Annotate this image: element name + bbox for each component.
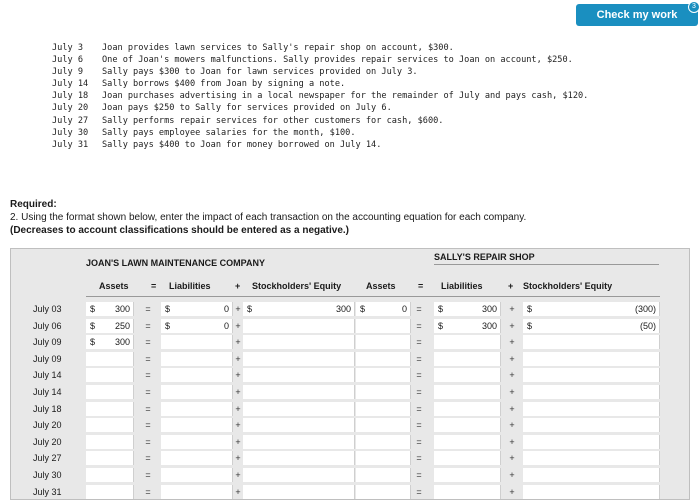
row-date: July 14 xyxy=(33,370,62,381)
joan-equity-input[interactable] xyxy=(243,485,355,499)
joan-plus-header: + xyxy=(235,281,241,291)
sally-liabilities-input[interactable] xyxy=(434,352,501,366)
plus-sign: + xyxy=(509,370,515,381)
joan-assets-input[interactable] xyxy=(86,368,134,382)
sally-equity-input[interactable] xyxy=(523,352,660,366)
row-date: July 06 xyxy=(33,320,62,331)
equals-sign: = xyxy=(145,470,151,480)
row-date: July 18 xyxy=(33,403,62,414)
sally-liabilities-input[interactable] xyxy=(434,368,501,382)
plus-sign: + xyxy=(509,320,515,331)
cell-value: 300 xyxy=(114,337,130,348)
equals-sign: = xyxy=(145,403,151,414)
dollar-sign: $ xyxy=(527,304,533,314)
equals-sign: = xyxy=(416,470,422,480)
sally-liabilities-input[interactable] xyxy=(434,319,501,333)
equals-sign: = xyxy=(416,453,422,464)
sally-equity-input[interactable] xyxy=(523,402,660,416)
transaction-item xyxy=(52,66,588,78)
cell-value: 0 xyxy=(223,304,229,314)
equals-sign: = xyxy=(416,436,422,447)
transaction-date: July 30 xyxy=(52,127,89,138)
equals-sign: = xyxy=(145,436,151,447)
sally-liabilities-input[interactable] xyxy=(434,485,501,499)
joan-equity-input[interactable] xyxy=(243,319,355,333)
sally-assets-input[interactable] xyxy=(356,352,411,366)
plus-sign: + xyxy=(509,337,515,348)
cell-value: 300 xyxy=(114,304,130,314)
sally-equity-input[interactable] xyxy=(523,335,660,349)
sally-assets-input[interactable] xyxy=(356,485,411,499)
required-instruction: 2. Using the format shown below, enter the impact of each transaction on the accounting equation for each company. xyxy=(10,212,527,223)
table-row xyxy=(11,351,691,367)
sally-assets-input[interactable] xyxy=(356,385,411,399)
joan-liabilities-input[interactable] xyxy=(161,485,233,499)
required-note: (Decreases to account classifications should be entered as a negative.) xyxy=(10,225,350,236)
cell-value: 300 xyxy=(335,304,351,314)
plus-sign: + xyxy=(235,337,241,348)
row-date: July 30 xyxy=(33,470,62,480)
sally-equity-input[interactable] xyxy=(523,418,660,432)
transaction-date: July 31 xyxy=(52,139,89,150)
row-date: July 09 xyxy=(33,353,62,364)
row-date: July 14 xyxy=(33,387,62,397)
transaction-text: Sally pays $300 to Joan for lawn services provided on July 3. xyxy=(102,67,418,78)
sally-equity-input[interactable] xyxy=(523,485,660,499)
sally-equity-input[interactable] xyxy=(523,435,660,449)
transaction-text: Joan purchases advertising in a local newspaper for the remainder of July and pays cash, $120. xyxy=(102,91,589,102)
sally-equity-input[interactable] xyxy=(523,451,660,465)
joan-equity-input[interactable] xyxy=(243,468,355,482)
row-date: July 20 xyxy=(33,436,62,447)
equals-sign: = xyxy=(416,353,422,364)
sally-assets-input[interactable] xyxy=(356,418,411,432)
equals-sign: = xyxy=(145,486,151,497)
row-date: July 20 xyxy=(33,420,62,431)
equals-sign: = xyxy=(416,403,422,414)
transaction-text: Sally borrows $400 from Joan by signing a note. xyxy=(102,79,346,90)
transaction-item xyxy=(52,139,588,151)
transaction-item xyxy=(52,127,588,139)
sally-equity-input[interactable] xyxy=(523,368,660,382)
sally-liabilities-header: Liabilities xyxy=(441,281,483,291)
dollar-sign: $ xyxy=(247,304,253,314)
table-row xyxy=(11,417,691,433)
equals-sign: = xyxy=(416,420,422,431)
joan-liabilities-input[interactable] xyxy=(161,402,233,416)
sally-liabilities-input[interactable] xyxy=(434,468,501,482)
sally-liabilities-input[interactable] xyxy=(434,451,501,465)
plus-sign: + xyxy=(509,486,515,497)
joan-company-title: JOAN'S LAWN MAINTENANCE COMPANY xyxy=(86,258,265,268)
table-row xyxy=(11,467,691,483)
plus-sign: + xyxy=(509,387,515,397)
transaction-date: July 14 xyxy=(52,79,89,90)
joan-assets-input[interactable] xyxy=(86,418,134,432)
cell-value: 300 xyxy=(481,320,497,331)
sally-company-title: SALLY'S REPAIR SHOP xyxy=(434,252,535,262)
equals-sign: = xyxy=(145,387,151,397)
joan-equity-input[interactable] xyxy=(243,352,355,366)
row-date: July 27 xyxy=(33,453,62,464)
equals-sign: = xyxy=(416,387,422,397)
table-row xyxy=(11,367,691,383)
table-row xyxy=(11,384,691,400)
required-heading: Required: xyxy=(10,199,57,210)
sally-liabilities-input[interactable] xyxy=(434,335,501,349)
transaction-text: Sally performs repair services for other customers for cash, $600. xyxy=(102,115,444,126)
sally-liabilities-input[interactable] xyxy=(434,418,501,432)
accounting-equation-table xyxy=(10,248,690,500)
table-row xyxy=(11,318,691,334)
equals-sign: = xyxy=(416,486,422,497)
transaction-text: Sally pays employee salaries for the month, $100. xyxy=(102,127,356,138)
joan-equity-input[interactable] xyxy=(243,335,355,349)
joan-liabilities-input[interactable] xyxy=(161,468,233,482)
sally-assets-input[interactable] xyxy=(356,402,411,416)
joan-assets-input[interactable] xyxy=(86,402,134,416)
dollar-sign: $ xyxy=(165,304,171,314)
joan-equity-input[interactable] xyxy=(243,451,355,465)
joan-assets-input[interactable] xyxy=(86,485,134,499)
transaction-item xyxy=(52,115,588,127)
joan-liabilities-input[interactable] xyxy=(161,368,233,382)
plus-sign: + xyxy=(509,353,515,364)
cell-value: (50) xyxy=(639,320,656,331)
cell-value: 0 xyxy=(223,320,229,331)
joan-assets-input[interactable] xyxy=(86,451,134,465)
sally-assets-input[interactable] xyxy=(356,451,411,465)
transaction-item xyxy=(52,78,588,90)
table-row xyxy=(11,434,691,450)
joan-equity-input[interactable] xyxy=(243,385,355,399)
transaction-item xyxy=(52,102,588,114)
dollar-sign: $ xyxy=(438,304,444,314)
dollar-sign: $ xyxy=(527,320,533,331)
joan-liabilities-input[interactable] xyxy=(161,352,233,366)
transaction-item xyxy=(52,54,588,66)
transaction-text: Joan pays $250 to Sally for services provided on July 6. xyxy=(102,103,392,114)
equals-sign: = xyxy=(416,337,422,348)
sally-equity-input[interactable] xyxy=(523,468,660,482)
sally-liabilities-input[interactable] xyxy=(434,302,501,316)
row-date: July 09 xyxy=(33,337,62,348)
joan-liabilities-input[interactable] xyxy=(161,302,233,316)
cell-value: (300) xyxy=(634,304,656,314)
plus-sign: + xyxy=(509,420,515,431)
plus-sign: + xyxy=(509,470,515,480)
attempts-badge: 3 xyxy=(688,1,700,13)
transaction-item xyxy=(52,42,588,54)
joan-liabilities-header: Liabilities xyxy=(169,281,211,291)
plus-sign: + xyxy=(235,370,241,381)
equals-sign: = xyxy=(416,304,422,314)
joan-equity-input[interactable] xyxy=(243,418,355,432)
transaction-date: July 27 xyxy=(52,115,89,126)
table-row xyxy=(11,401,691,417)
equals-sign: = xyxy=(145,370,151,381)
transaction-date: July 6 xyxy=(52,55,84,66)
equals-sign: = xyxy=(145,353,151,364)
plus-sign: + xyxy=(509,304,515,314)
table-row xyxy=(11,334,691,350)
joan-eq-sign-header: = xyxy=(151,281,157,291)
plus-sign: + xyxy=(235,353,241,364)
dollar-sign: $ xyxy=(90,320,96,331)
sally-assets-input[interactable] xyxy=(356,335,411,349)
transaction-date: July 3 xyxy=(52,43,84,53)
required-section xyxy=(10,198,690,237)
plus-sign: + xyxy=(235,304,241,314)
cell-value: 300 xyxy=(481,304,497,314)
sally-liabilities-input[interactable] xyxy=(434,435,501,449)
dollar-sign: $ xyxy=(438,320,444,331)
transaction-text: One of Joan's mowers malfunctions. Sally provides repair services to Joan on account, $250. xyxy=(102,55,573,66)
equals-sign: = xyxy=(416,370,422,381)
equals-sign: = xyxy=(145,453,151,464)
sally-assets-input[interactable] xyxy=(356,368,411,382)
joan-liabilities-input[interactable] xyxy=(161,451,233,465)
dollar-sign: $ xyxy=(90,337,96,348)
joan-assets-input[interactable] xyxy=(86,352,134,366)
dollar-sign: $ xyxy=(360,304,366,314)
joan-assets-input[interactable] xyxy=(86,319,134,333)
sally-assets-input[interactable] xyxy=(356,435,411,449)
equals-sign: = xyxy=(145,320,151,331)
plus-sign: + xyxy=(509,403,515,414)
sally-equity-input[interactable] xyxy=(523,385,660,399)
transaction-list xyxy=(52,42,588,151)
cell-value: 0 xyxy=(401,304,407,314)
joan-liabilities-input[interactable] xyxy=(161,435,233,449)
plus-sign: + xyxy=(235,320,241,331)
joan-assets-input[interactable] xyxy=(86,468,134,482)
transaction-text: Joan provides lawn services to Sally's repair shop on account, $300. xyxy=(102,43,454,53)
plus-sign: + xyxy=(235,470,241,480)
dollar-sign: $ xyxy=(90,304,96,314)
transaction-text: Sally pays $400 to Joan for money borrowed on July 14. xyxy=(102,139,382,150)
check-my-work-button[interactable]: Check my work xyxy=(576,4,698,26)
sally-liabilities-input[interactable] xyxy=(434,402,501,416)
joan-liabilities-input[interactable] xyxy=(161,319,233,333)
plus-sign: + xyxy=(509,436,515,447)
table-row xyxy=(11,301,691,317)
joan-liabilities-input[interactable] xyxy=(161,335,233,349)
sally-equity-input[interactable] xyxy=(523,302,660,316)
transaction-date: July 18 xyxy=(52,91,89,102)
joan-equity-input[interactable] xyxy=(243,435,355,449)
sally-eq-sign-header: = xyxy=(418,281,424,291)
joan-assets-input[interactable] xyxy=(86,335,134,349)
transaction-date: July 9 xyxy=(52,67,84,78)
sally-assets-input[interactable] xyxy=(356,468,411,482)
sally-equity-input[interactable] xyxy=(523,319,660,333)
sally-equity-header: Stockholders' Equity xyxy=(523,281,613,291)
joan-assets-input[interactable] xyxy=(86,385,134,399)
transaction-date: July 20 xyxy=(52,103,89,114)
joan-assets-input[interactable] xyxy=(86,435,134,449)
equals-sign: = xyxy=(416,320,422,331)
equals-sign: = xyxy=(145,304,151,314)
table-row xyxy=(11,450,691,466)
joan-assets-header: Assets xyxy=(99,281,129,291)
plus-sign: + xyxy=(235,387,241,397)
joan-equity-input[interactable] xyxy=(243,302,355,316)
sally-assets-header: Assets xyxy=(366,281,396,291)
row-date: July 03 xyxy=(33,304,62,314)
joan-equity-input[interactable] xyxy=(243,402,355,416)
plus-sign: + xyxy=(509,453,515,464)
plus-sign: + xyxy=(235,420,241,431)
joan-equity-header: Stockholders' Equity xyxy=(252,281,342,291)
equals-sign: = xyxy=(145,420,151,431)
row-date: July 31 xyxy=(33,486,62,497)
transaction-item xyxy=(52,90,588,102)
joan-liabilities-input[interactable] xyxy=(161,418,233,432)
plus-sign: + xyxy=(235,436,241,447)
sally-assets-input[interactable] xyxy=(356,319,411,333)
plus-sign: + xyxy=(235,453,241,464)
plus-sign: + xyxy=(235,486,241,497)
table-row xyxy=(11,484,691,500)
sally-assets-input[interactable] xyxy=(356,302,411,316)
cell-value: 250 xyxy=(114,320,130,331)
plus-sign: + xyxy=(235,403,241,414)
equals-sign: = xyxy=(145,337,151,348)
dollar-sign: $ xyxy=(165,320,171,331)
joan-assets-input[interactable] xyxy=(86,302,134,316)
sally-liabilities-input[interactable] xyxy=(434,385,501,399)
joan-liabilities-input[interactable] xyxy=(161,385,233,399)
sally-plus-header: + xyxy=(508,281,514,291)
joan-equity-input[interactable] xyxy=(243,368,355,382)
